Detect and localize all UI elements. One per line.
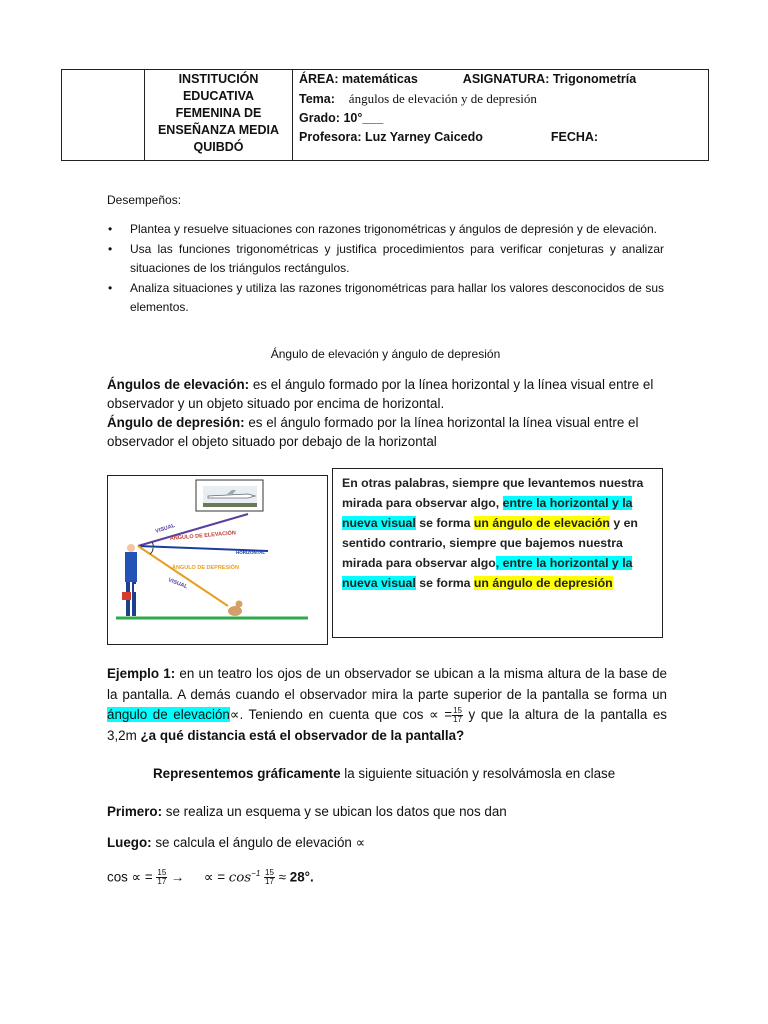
briefcase-icon (122, 592, 131, 600)
header-table (61, 69, 709, 161)
explanation-part: se forma (415, 516, 474, 530)
ejemplo-text: y que la altura de la pantalla es 3,2m (107, 707, 668, 743)
bullet-icon: • (108, 241, 113, 256)
profesora-label: Profesora: Luz Yarney Caicedo (299, 130, 483, 144)
meta-cell (293, 70, 709, 161)
represent-line (153, 764, 615, 783)
observer-body (125, 552, 137, 582)
grado-label: Grado: 10°___ (299, 111, 384, 125)
label-visual-top: VISUAL (154, 522, 176, 535)
elevacion-text: es el ángulo formado por la línea horizontal y la línea visual entre el observador y un objeto situado por encima de horizontal. (107, 377, 654, 411)
definition-elevacion (107, 375, 667, 413)
dog-icon (228, 606, 242, 616)
highlight-elevacion: un ángulo de elevación (473, 516, 610, 530)
tema-label: Tema: (299, 92, 335, 106)
formula-result: 28°. (289, 869, 314, 885)
fraction-num: 15 (453, 705, 462, 715)
formula-lhs: cos ∝ = (107, 869, 153, 885)
list-item-text: Usa las funciones trigonométricas y justifica procedimientos para verificar conjeturas y analizar situaciones de los triángulos rectángulos. (130, 241, 664, 275)
fraction-num: 15 (157, 868, 167, 878)
desempenos-list (108, 220, 664, 318)
section-title: Ángulo de elevación y ángulo de depresión (270, 347, 501, 361)
depresion-term: Ángulo de depresión: (107, 415, 245, 430)
explanation-part: En otras palabras, siempre que levantemos nuestra mirada para observar algo, (342, 476, 644, 510)
explanation-part: y en sentido contrario, siempre que bajemos nuestra mirada para observar algo (342, 516, 638, 570)
explanation-part: se forma (415, 576, 474, 590)
luego-rest: se calcula el ángulo de elevación ∝ (151, 835, 366, 850)
ejemplo-question: ¿a qué distancia está el observador de la pantalla? (140, 727, 465, 743)
list-item (108, 279, 664, 318)
institution-line: FEMENINA DE (175, 106, 262, 120)
explanation-text (333, 469, 652, 593)
blank-mark (134, 584, 148, 592)
definition-depresion (107, 413, 667, 451)
list-item-text: Plantea y resuelve situaciones con razones trigonométricas y ángulos de depresión y de elevación. (130, 222, 657, 236)
label-depresion: ÁNGULO DE DEPRESIÓN (172, 565, 239, 571)
bullet-icon: • (108, 280, 113, 295)
fecha-label: FECHA: (550, 130, 599, 144)
observer-head (127, 544, 135, 552)
ejemplo-text: en un teatro los ojos de un observador se ubican a la misma altura de la base de la pantalla. A demás cuando el observador mira la parte superior de la pantalla se forma un (107, 666, 667, 702)
highlight-depresion: un ángulo de depresión (473, 576, 613, 590)
dog-head (236, 601, 243, 608)
fraction (156, 869, 167, 886)
ejemplo-text: ∝. Teniendo en cuenta que cos ∝ = (229, 707, 453, 722)
formula-alpha: ∝ = (203, 869, 226, 885)
logo-cell (62, 70, 145, 161)
area-label: ÁREA: matemáticas (299, 72, 418, 86)
luego-line (107, 833, 365, 852)
institution-line: QUIBDÓ (193, 140, 244, 154)
desempenos-title: Desempeños: (107, 193, 182, 207)
ejemplo-label: Ejemplo 1: (107, 666, 176, 681)
fraction-den: 17 (453, 714, 462, 724)
primero-line (107, 802, 507, 821)
asignatura-label: ASIGNATURA: Trigonometría (462, 72, 637, 86)
ejemplo-highlight: ángulo de elevación (107, 707, 230, 722)
bullet-icon: • (108, 222, 113, 236)
luego-bold: Luego: (107, 835, 152, 850)
tema-value: ángulos de elevación y de depresión (348, 91, 537, 106)
represent-bold: Representemos gráficamente (153, 766, 341, 781)
label-horizontal: HORIZONTAL (236, 550, 266, 555)
ejemplo-paragraph (107, 664, 667, 746)
list-item (108, 240, 664, 279)
label-elevacion: ÁNGULO DE ELEVACIÓN (169, 530, 237, 542)
formula-line (107, 864, 314, 887)
primero-bold: Primero: (107, 804, 163, 819)
airplane-ground (203, 503, 257, 507)
institution-cell (145, 70, 293, 161)
depresion-text: es el ángulo formado por la línea horizontal la línea visual entre el observador el objeto situado por debajo de la horizontal (107, 415, 639, 449)
fraction-den: 17 (157, 877, 167, 887)
highlight-horizontal: , entre la horizontal y la nueva visual (342, 556, 633, 590)
list-item (108, 220, 664, 240)
fraction-num: 15 (265, 868, 274, 878)
elevacion-term: Ángulos de elevación: (107, 377, 250, 392)
highlight-horizontal: entre la horizontal y la nueva visual (342, 496, 633, 530)
primero-rest: se realiza un esquema y se ubican los datos que nos dan (162, 804, 507, 819)
formula-cos: cos (228, 870, 252, 886)
arrow-icon: → (171, 869, 185, 885)
formula-approx: ≈ (278, 869, 287, 885)
institution-line: ENSEÑANZA MEDIA (157, 123, 280, 137)
represent-rest: la siguiente situación y resolvámosla en clase (340, 766, 616, 781)
angle-diagram (107, 475, 328, 645)
label-visual-bottom: VISUAL (167, 577, 189, 591)
explanation-box (332, 468, 663, 638)
visual-line-down (138, 546, 228, 606)
institution-line: EDUCATIVA (182, 89, 255, 103)
fraction (452, 707, 463, 724)
angle-arc-icon (150, 548, 153, 554)
institution-line: INSTITUCIÓN (178, 72, 259, 86)
list-item-text: Analiza situaciones y utiliza las razones trigonométricas para hallar los valores desconocidos de sus elementos. (130, 280, 664, 314)
fraction-den: 17 (265, 877, 274, 887)
formula-sup: −1 (251, 869, 261, 878)
fraction (264, 869, 275, 886)
angle-diagram-svg (108, 476, 327, 644)
